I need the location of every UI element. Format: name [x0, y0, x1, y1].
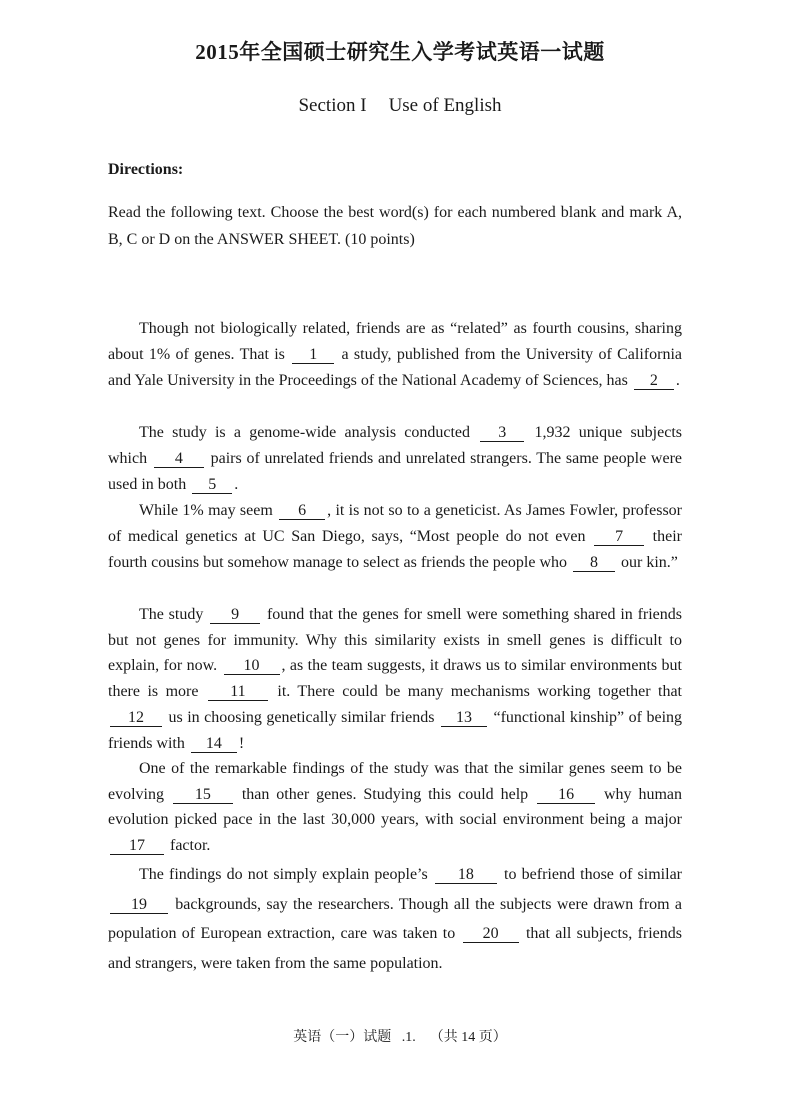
blank-9: 9	[210, 606, 260, 624]
page-footer	[0, 1026, 800, 1046]
blank-11: 11	[208, 683, 268, 701]
passage-text: 1,932 unique subjects which	[108, 424, 683, 467]
section-number: Section I	[298, 95, 367, 116]
blank-13: 13	[441, 709, 487, 727]
directions-heading: Directions:	[108, 161, 184, 178]
passage-text: factor.	[166, 837, 211, 855]
passage-text: .	[675, 372, 680, 389]
section-name: Use of English	[388, 95, 502, 116]
passage-paragraph-3	[108, 498, 682, 576]
passage-paragraph-6	[108, 860, 682, 978]
passage-paragraph-4	[108, 602, 682, 756]
section-heading	[0, 95, 800, 117]
passage-text: that all subjects, friends and strangers, were taken from the same population.	[108, 925, 682, 972]
passage-paragraph-1	[108, 316, 682, 394]
passage-text: !	[238, 734, 245, 752]
footer-page-number: .1.	[401, 1030, 416, 1045]
blank-19: 19	[110, 896, 168, 914]
directions-text: Read the following text. Choose the best word(s) for each numbered blank and mark A, B, C or D on the ANSWER SHEET. (10 points)	[108, 204, 682, 248]
passage-text: “functional kinship” of being friends with	[108, 708, 683, 752]
passage-text: Though not biologically related, friends are as “related” as fourth cousins, sharing about 1% of genes. That is	[108, 320, 682, 363]
passage-text: One of the remarkable findings of the study was that the similar genes seem to be evolving	[108, 760, 682, 803]
blank-14: 14	[191, 735, 237, 753]
passage-paragraph-5	[108, 756, 682, 859]
blank-15: 15	[173, 786, 233, 804]
passage-text: found that the genes for smell were something shared in friends but not genes for immunity. Why this similarity exists in smell genes is difficult to explain, for now.	[108, 606, 683, 675]
passage-text: backgrounds, say the researchers. Though all the subjects were drawn from a population of European extraction, care was taken to	[108, 895, 682, 942]
blank-12: 12	[110, 709, 162, 727]
blank-7: 7	[594, 528, 644, 546]
passage-text: it. There could be many mechanisms working together that	[269, 683, 682, 701]
passage-text: their fourth cousins but somehow manage to select as friends the people who	[108, 528, 682, 571]
blank-8: 8	[573, 554, 615, 572]
passage-text: The study	[139, 606, 209, 623]
passage-text: a study, published from the University of California and Yale University in the Proceedings of the National Academy of Sciences, has	[108, 346, 682, 389]
passage-text: our kin.”	[617, 554, 678, 571]
passage-text: why human evolution picked pace in the last 30,000 years, with social environment being a major	[108, 785, 682, 829]
blank-18: 18	[435, 866, 497, 884]
blank-20: 20	[463, 925, 519, 943]
blank-3: 3	[480, 424, 524, 442]
passage-text: The findings do not simply explain people’s	[139, 866, 433, 883]
passage-text: , it is not so to a geneticist. As James Fowler, professor of medical genetics at UC San Diego, says, “Most people do not even	[108, 502, 683, 545]
blank-5: 5	[192, 476, 232, 494]
blank-10: 10	[224, 657, 280, 675]
passage-paragraph-2	[108, 420, 682, 498]
passage-text: than other genes. Studying this could help	[234, 785, 536, 803]
passage-text: us in choosing genetically similar friends	[164, 708, 439, 726]
blank-17: 17	[110, 837, 164, 855]
blank-1: 1	[292, 346, 334, 364]
blank-6: 6	[279, 502, 325, 520]
passage-text: The study is a genome-wide analysis conducted	[139, 424, 479, 441]
footer-total-pages: （共 14 页）	[429, 1030, 507, 1045]
passage-text: pairs of unrelated friends and unrelated strangers. The same people were used in both	[108, 450, 682, 493]
passage-text: .	[234, 476, 239, 493]
passage-text: , as the team suggests, it draws us to similar environments but there is more	[108, 657, 683, 701]
footer-subject: 英语（一）试题	[293, 1030, 392, 1045]
blank-4: 4	[154, 450, 204, 468]
page-title: 2015年全国硕士研究生入学考试英语一试题	[195, 40, 605, 64]
blank-16: 16	[537, 786, 595, 804]
blank-2: 2	[634, 372, 674, 390]
passage-text: to befriend those of similar	[498, 866, 682, 883]
passage-text: While 1% may seem	[139, 502, 278, 519]
